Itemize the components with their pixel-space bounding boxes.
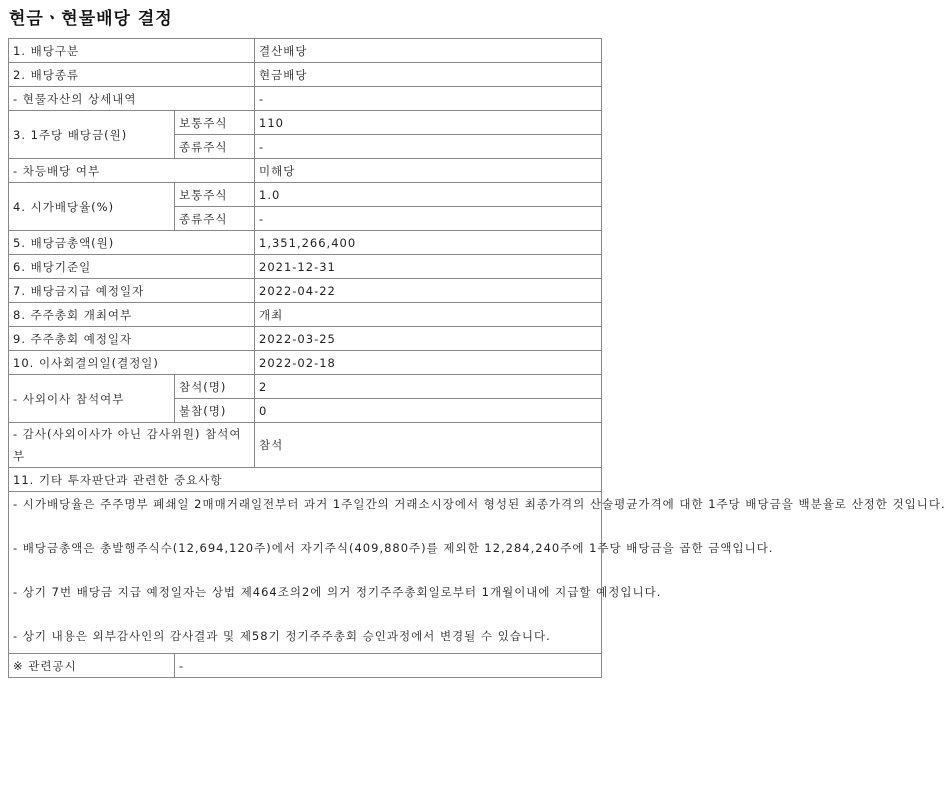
row-value: - [255,87,602,111]
row-label: 7. 배당금지급 예정일자 [9,279,255,303]
notes-cell [9,492,946,654]
row-value: 결산배당 [255,39,602,63]
row-label: 10. 이사회결의일(결정일) [9,351,255,375]
note-text: - 시가배당율은 주주명부 폐쇄일 2매매거래일전부터 과거 1주일간의 거래소시장에서 형성된 최종가격의 산술평균가격에 대한 1주당 배당금을 백분율로 산정한 것입니다. [13,497,946,511]
table-row [9,423,602,468]
row-value: 현금배당 [255,63,602,87]
row-label: 1. 배당구분 [9,39,255,63]
row-label: - 현물자산의 상세내역 [9,87,255,111]
table-row [9,303,602,327]
row-value: 2021-12-31 [255,255,602,279]
table-row [9,375,602,399]
row-value: 개최 [255,303,602,327]
table-row [9,231,602,255]
row-label: - 사외이사 참석여부 [9,375,175,423]
note-text: - 배당금총액은 총발행주식수(12,694,120주)에서 자기주식(409,880주)를 제외한 12,284,240주에 1주당 배당금을 곱한 금액입니다. [13,541,774,555]
row-label: 4. 시가배당율(%) [9,183,175,231]
row-value: 2022-02-18 [255,351,602,375]
disclosure-table [8,38,946,678]
row-label: 6. 배당기준일 [9,255,255,279]
row-label: 8. 주주총회 개최여부 [9,303,255,327]
row-value: 0 [255,399,602,423]
table-row [9,255,602,279]
sub-label: 종류주식 [175,135,255,159]
sub-label: 불참(명) [175,399,255,423]
row-label: - 차등배당 여부 [9,159,255,183]
table-row [9,159,602,183]
table-row [9,63,602,87]
row-value: 1.0 [255,183,602,207]
sub-label: 종류주식 [175,207,255,231]
row-value: 110 [255,111,602,135]
table-row [9,183,602,207]
note-text: - 상기 7번 배당금 지급 예정일자는 상법 제464조의2에 의거 정기주주총회일로부터 1개월이내에 지급할 예정입니다. [13,585,662,599]
table-row [9,87,602,111]
row-value: 2 [255,375,602,399]
row-value: - [175,654,602,678]
sub-label: 참석(명) [175,375,255,399]
row-value: 참석 [255,423,602,468]
table-row [9,39,602,63]
table-row [9,279,602,303]
table-row [9,327,602,351]
page-title: 현금ㆍ현물배당 결정 [9,9,173,29]
row-label: 11. 기타 투자판단과 관련한 중요사항 [9,468,602,492]
row-label: 2. 배당종류 [9,63,255,87]
table-row [9,351,602,375]
table-row [9,111,602,135]
sub-label: 보통주식 [175,111,255,135]
row-value: - [255,207,602,231]
table-row [9,468,602,492]
row-value: 2022-03-25 [255,327,602,351]
table-row [9,492,602,654]
row-label: 3. 1주당 배당금(원) [9,111,175,159]
note-text: - 상기 내용은 외부감사인의 감사결과 및 제58기 정기주주총회 승인과정에서 변경될 수 있습니다. [13,629,551,643]
row-label: 5. 배당금총액(원) [9,231,255,255]
row-label: - 감사(사외이사가 아닌 감사위원) 참석여부 [9,423,255,468]
row-value: - [255,135,602,159]
row-label: 9. 주주총회 예정일자 [9,327,255,351]
row-label: ※ 관련공시 [9,654,175,678]
sub-label: 보통주식 [175,183,255,207]
table-row [9,654,602,678]
row-value: 1,351,266,400 [255,231,602,255]
row-value: 2022-04-22 [255,279,602,303]
row-value: 미해당 [255,159,602,183]
